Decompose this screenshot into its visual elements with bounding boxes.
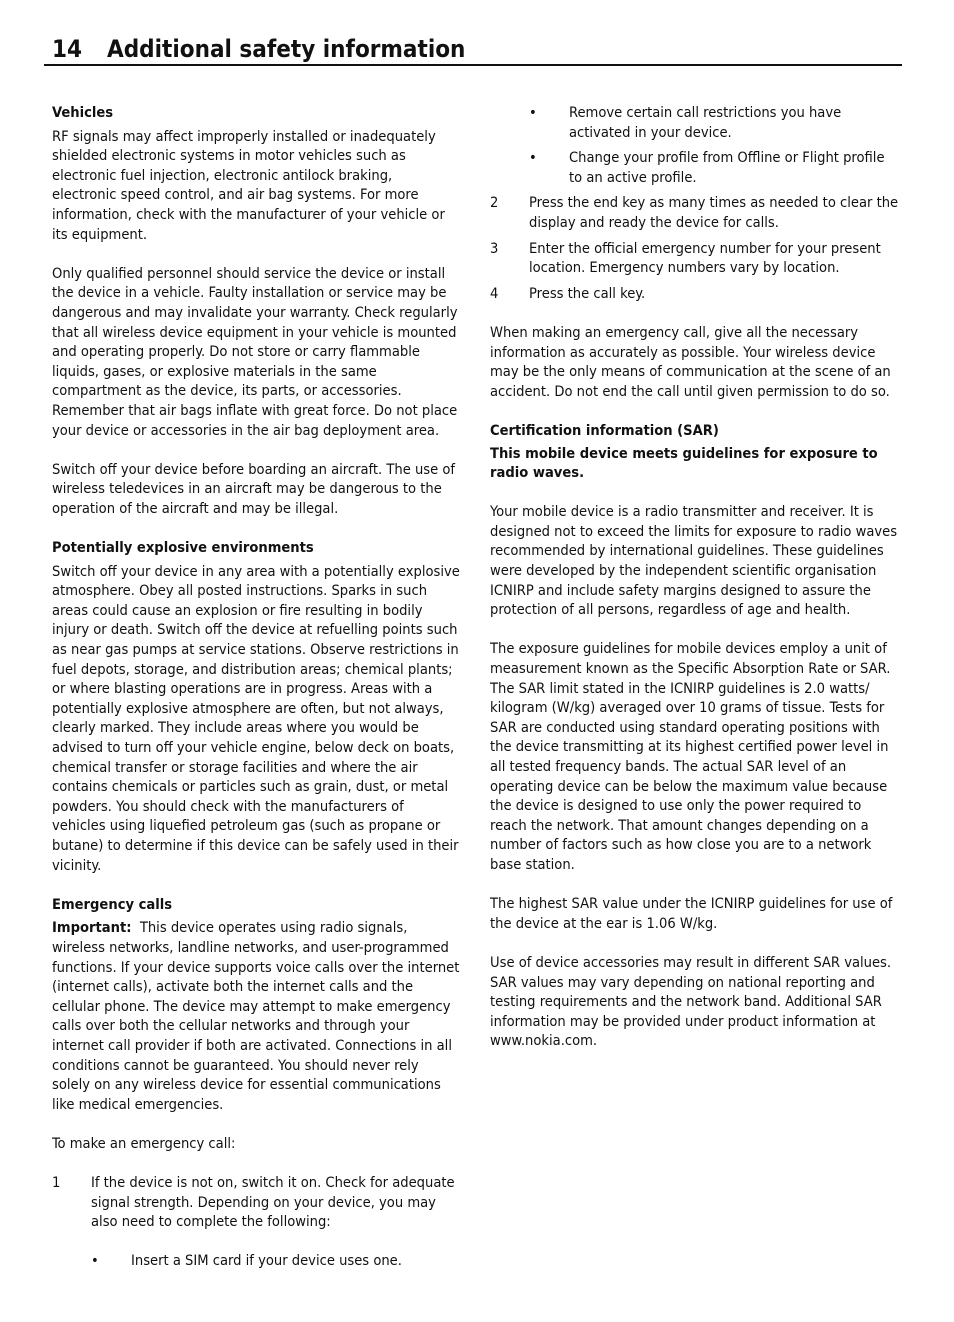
to-make-call-text: To make an emergency call: <box>52 1134 236 1152</box>
step-1-number: 1 <box>52 1174 61 1192</box>
certification-heading: Certification information (SAR) <box>490 421 719 439</box>
bullet-2-text: Remove certain call restrictions you have activated in your device. <box>569 104 842 141</box>
step-4-number: 4 <box>490 284 499 302</box>
step-2-number: 2 <box>490 194 499 212</box>
bullet-1-marker: • <box>91 1252 99 1270</box>
step-3 <box>490 239 900 278</box>
bullet-1 <box>52 1251 460 1271</box>
bullet-2-marker: • <box>529 104 537 121</box>
step-3-number: 3 <box>490 239 499 257</box>
bullet-3 <box>490 148 900 187</box>
page-number: 14 <box>52 35 83 63</box>
emergency-heading: Emergency calls <box>52 895 173 913</box>
step-4-text: Press the call key. <box>529 284 646 302</box>
vehicles-paragraph-3: Switch off your device before boarding an aircraft. The use of wireless teledevices in an aircraft may be dangerous to the operation of the aircraft and may be illegal. <box>52 460 456 517</box>
emergency-paragraph-2: When making an emergency call, give all the necessary information as accurately as possible. Your wireless device may be the only means of communication at the scene of an accident. Do not end the call until given permission to do so. <box>490 323 891 400</box>
bullet-3-marker: • <box>529 149 537 167</box>
right-column <box>490 103 900 1051</box>
certification-paragraph-1: Your mobile device is a radio transmitter and receiver. It is designed not to exceed the limits for exposure to radio waves recommended by international guidelines. These guidelines were developed by the independent scientific organisation ICNIRP and include safety margins designed to assure the protection of all persons, regardless of age and health. <box>490 503 898 619</box>
explosive-paragraph: Switch off your device in any area with a potentially explosive atmosphere. Obey all posted instructions. Sparks in such areas could cause an explosion or fire resulting in bodily injury or death. Switch off the device at refuelling points such as near gas pumps at service stations. Observe restrictions in fuel depots, storage, and distribution areas; chemical plants; or where blasting operations are in progress. Areas with a potentially explosive atmosphere are often, but not always, clearly marked. They include areas where you would be advised to turn off your vehicle engine, below deck on boats, chemical transfer or storage facilities and where the air contains chemicals or particles such as grain, dust, or metal powders. You should check with the manufacturers of vehicles using liquefied petroleum gas (such as propane or butane) to determine if this device can be safely used in their vicinity. <box>52 562 460 874</box>
left-column <box>52 103 460 1271</box>
certification-subheading: This mobile device meets guidelines for exposure to radio waves. <box>490 444 878 482</box>
certification-paragraph-2: The exposure guidelines for mobile devices employ a unit of measurement known as the Specific Absorption Rate or SAR. The SAR limit stated in the ICNIRP guidelines is 2.0 watts/ kilogram (W/kg) averaged over 10 grams of tissue. Tests for SAR are conducted using standard operating positions with the device transmitting at its highest certified power level in all tested frequency bands. The actual SAR level of an operating device can be below the maximum value because the device is designed to use only the power required to reach the network. That amount changes depending on a number of factors such as how close you are to a network base station. <box>490 640 891 873</box>
certification-paragraph-3: The highest SAR value under the ICNIRP guidelines for use of the device at the ear is 1.06 W/kg. <box>490 895 893 932</box>
step-3-text: Enter the official emergency number for your present location. Emergency numbers vary by location. <box>529 239 881 277</box>
step-4 <box>490 284 900 304</box>
explosive-heading: Potentially explosive environments <box>52 539 314 557</box>
page-header <box>44 34 902 66</box>
important-text: This device operates using radio signals, wireless networks, landline networks, and user-programmed functions. If your device supports voice calls over the internet (internet calls), activate both the internet calls and the cellular phone. The device may attempt to make emergency calls over both the cellular networks and through your internet call provider if both are activated. Connections in all conditions cannot be guaranteed. You should never rely solely on any wireless device for essential communications like medical emergencies. <box>52 919 460 1113</box>
step-2 <box>490 193 900 232</box>
certification-paragraph-4: Use of device accessories may result in different SAR values. SAR values may vary depending on national reporting and testing requirements and the network band. Additional SAR information may be provided under product information at www.nokia.com. <box>490 953 892 1050</box>
vehicles-paragraph-2: Only qualified personnel should service the device or install the device in a vehicle. Faulty installation or service may be dangerous and may invalidate your warranty. Check regularly that all wireless device equipment in your vehicle is mounted and operating properly. Do not store or carry flammable liquids, gases, or explosive materials in the same compartment as the device, its parts, or accessories. Remember that air bags inflate with great force. Do not place your device or accessories in the air bag deployment area. <box>52 264 458 439</box>
important-paragraph <box>52 918 460 1114</box>
vehicles-heading: Vehicles <box>52 104 114 121</box>
vehicles-paragraph-1: RF signals may affect improperly installed or inadequately shielded electronic systems in motor vehicles such as electronic fuel injection, electronic antilock braking, electronic speed control, and air bag systems. For more information, check with the manufacturer of your vehicle or its equipment. <box>52 127 445 243</box>
bullet-3-text: Change your profile from Offline or Flight profile to an active profile. <box>569 149 885 186</box>
important-label: Important: <box>52 919 132 937</box>
step-1-text: If the device is not on, switch it on. Check for adequate signal strength. Depending on your device, you may also need to complete the following: <box>91 1174 455 1231</box>
bullet-1-text: Insert a SIM card if your device uses one. <box>131 1252 402 1270</box>
page-title: Additional safety information <box>107 35 466 63</box>
bullet-2 <box>490 103 900 142</box>
step-2-text: Press the end key as many times as needed to clear the display and ready the device for calls. <box>529 194 899 231</box>
step-1 <box>52 1173 460 1232</box>
